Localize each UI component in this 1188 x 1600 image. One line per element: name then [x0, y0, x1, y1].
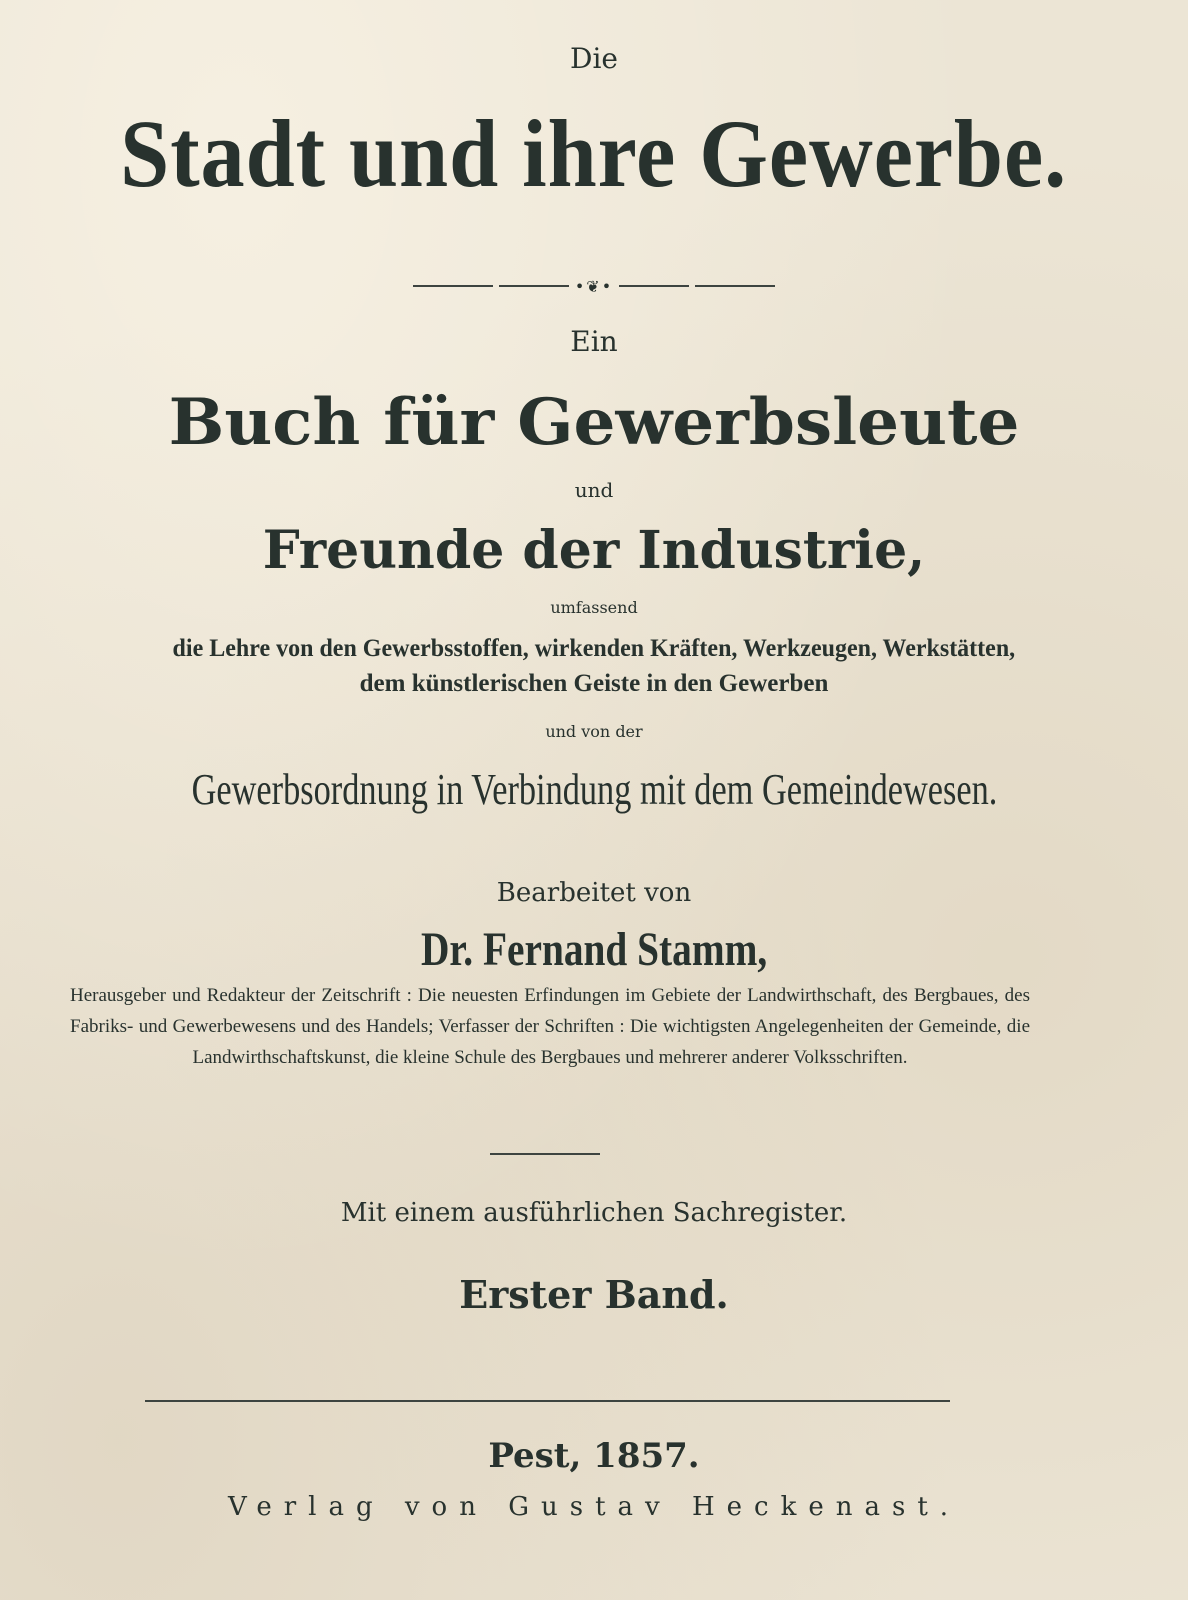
pretitle: Die [570, 42, 618, 75]
divider-rule-long [145, 1400, 950, 1402]
book-title-text: Stadt und ihre Gewerbe. [120, 100, 1068, 207]
index-note: Mit einem ausführlichen Sachregister. [340, 1198, 848, 1228]
book-title [0, 98, 1188, 209]
scope-line-1 [0, 635, 1188, 663]
subtitle [0, 385, 1188, 460]
publisher: Verlag von Gustav Heckenast. [227, 1492, 961, 1522]
scope-line-1-text: die Lehre von den Gewerbsstoffen, wirkenden Kräften, Werkzeugen, Werkstätten, [172, 635, 1016, 662]
subtitle-text: Buch für Gewerbsleute [168, 385, 1020, 460]
subtitle-2: Freunde der Industrie, [262, 520, 926, 581]
scope-line-2: dem künstlerischen Geiste in den Gewerben [359, 670, 829, 697]
subtitle-intro: Ein [570, 325, 618, 358]
edited-by-label: Bearbeitet von [496, 878, 692, 908]
scope-line-3 [0, 764, 1188, 815]
und-von-der-label: und von der [545, 722, 643, 741]
scope-line-3-text: Gewerbsordnung in Verbindung mit dem Gemeindewesen. [191, 765, 997, 814]
volume-label: Erster Band. [459, 1272, 729, 1317]
author-name-text: Dr. Fernand Stamm, [420, 923, 768, 976]
author-name [0, 922, 1188, 977]
place-year: Pest, 1857. [488, 1436, 700, 1476]
ornament-divider [0, 272, 1188, 296]
conjunction: und [574, 478, 614, 502]
umfassend-label: umfassend [550, 598, 638, 617]
author-bio: Herausgeber und Redakteur der Zeitschrift : Die neuesten Erfindungen im Gebiete der Landwirthschaft, des Bergbaues, des Fabriks- und Gewerbewesens und des Handels; Verfasser der Schriften : Die wichtigsten Angelegenheiten der Gemeinde, die Landwirthschaftskunst, die kleine Schule des Bergbaues und mehrerer anderer Volksschriften. [70, 985, 1030, 1068]
ornament-icon: •❦• [413, 277, 775, 296]
divider-rule [490, 1153, 600, 1155]
